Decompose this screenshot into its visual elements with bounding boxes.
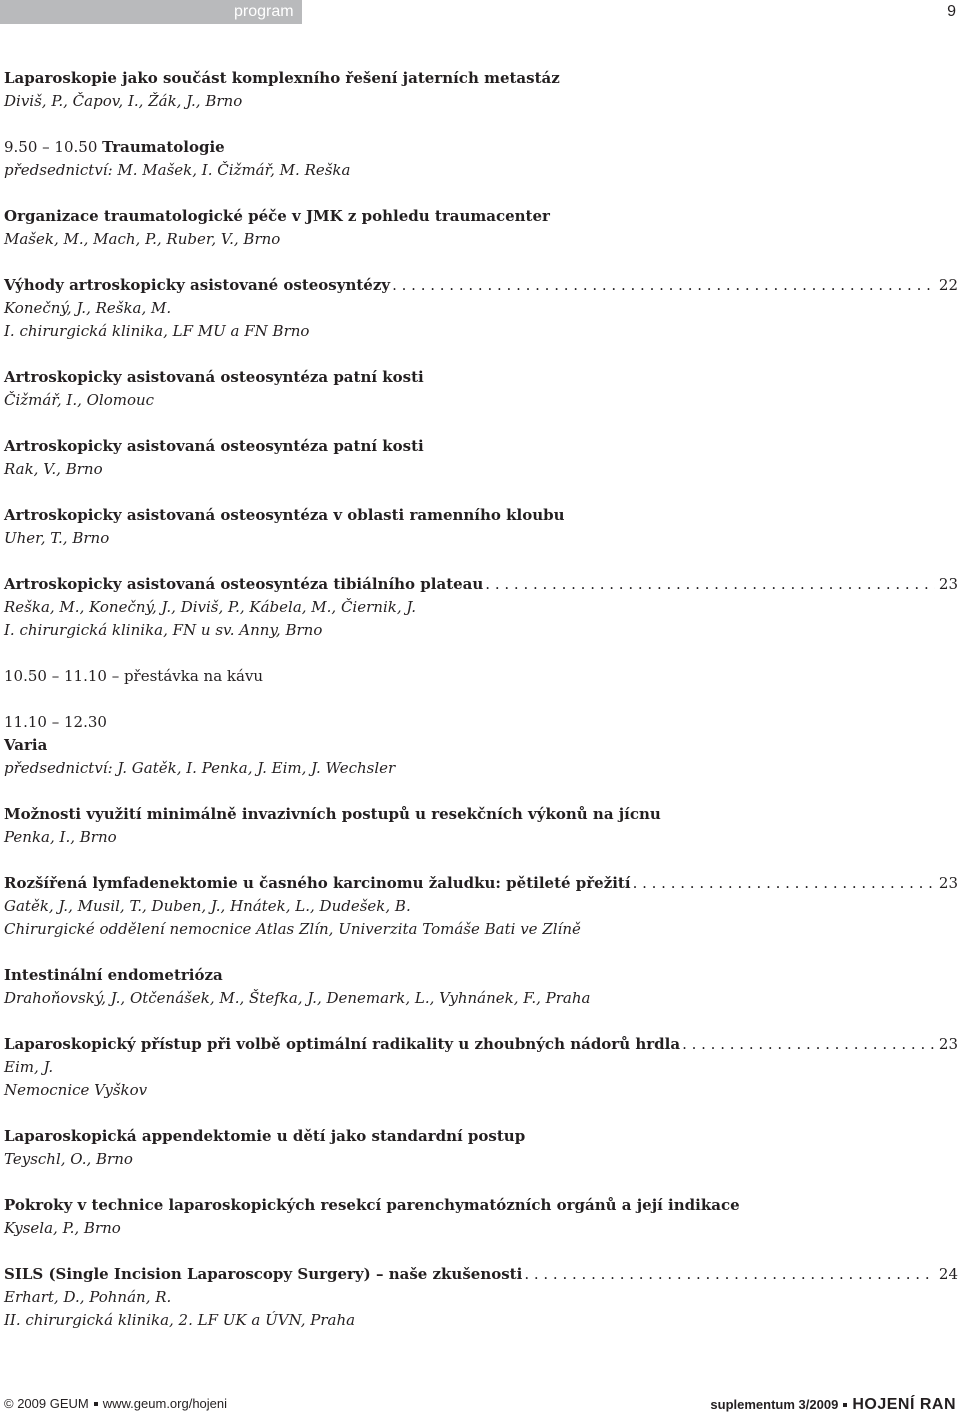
program-item <box>4 136 958 182</box>
author-line: Čižmář, I., Olomouc <box>4 391 155 409</box>
talk-title: Laparoskopie jako součást komplexního řešení jaterních metastáz <box>4 69 560 87</box>
author-line: I. chirurgická klinika, LF MU a FN Brno <box>4 322 310 340</box>
talk-title: Možnosti využití minimálně invazivních postupů u resekčních výkonů na jícnu <box>4 805 661 823</box>
talk-title: Artroskopicky asistovaná osteosyntéza tibiálního plateau <box>4 575 484 593</box>
page-reference: 23 <box>938 1035 958 1053</box>
author-line: Mašek, M., Mach, P., Ruber, V., Brno <box>4 230 281 248</box>
author-line: Penka, I., Brno <box>4 828 117 846</box>
author-line: předsednictví: J. Gatěk, I. Penka, J. Eim, J. Wechsler <box>4 759 396 777</box>
page-reference: 24 <box>938 1265 958 1283</box>
spacer <box>4 343 958 366</box>
spacer <box>4 941 958 964</box>
spacer <box>4 688 958 711</box>
author-line: Reška, M., Konečný, J., Diviš, P., Kábela, M., Čiernik, J. <box>4 598 416 616</box>
talk-title-row <box>4 274 958 297</box>
session-time: 11.10 – 12.30 <box>4 713 107 731</box>
program-list <box>4 67 958 1332</box>
page-footer <box>0 1396 960 1416</box>
page-reference: 22 <box>938 276 958 294</box>
page-reference: 23 <box>938 575 958 593</box>
dot-leader <box>633 872 935 895</box>
program-item <box>4 274 958 343</box>
spacer <box>4 1240 958 1263</box>
author-line: Gatěk, J., Musil, T., Duben, J., Hnátek, L., Dudešek, B. <box>4 897 411 915</box>
program-item <box>4 67 958 113</box>
square-bullet-icon <box>94 1402 98 1406</box>
spacer <box>4 481 958 504</box>
author-line: Nemocnice Vyškov <box>4 1081 148 1099</box>
footer-publisher <box>4 1396 227 1411</box>
page-header <box>0 0 960 26</box>
program-item <box>4 366 958 412</box>
author-line: Teyschl, O., Brno <box>4 1150 133 1168</box>
supplement-label: suplementum 3/2009 <box>710 1397 839 1412</box>
talk-title: Intestinální endometrióza <box>4 966 223 984</box>
session-heading <box>4 136 958 159</box>
author-line: I. chirurgická klinika, FN u sv. Anny, Brno <box>4 621 323 639</box>
author-line: Eim, J. <box>4 1058 54 1076</box>
program-item <box>4 573 958 642</box>
author-line: Erhart, D., Pohnán, R. <box>4 1288 172 1306</box>
talk-title-row <box>4 1033 958 1056</box>
program-item <box>4 872 958 941</box>
spacer <box>4 780 958 803</box>
program-item <box>4 205 958 251</box>
program-item <box>4 1263 958 1332</box>
author-line: Kysela, P., Brno <box>4 1219 121 1237</box>
talk-title: Laparoskopický přístup při volbě optimální radikality u zhoubných nádorů hrdla <box>4 1035 681 1053</box>
talk-title: Laparoskopická appendektomie u dětí jako standardní postup <box>4 1127 526 1145</box>
talk-title-row <box>4 872 958 895</box>
talk-title: Organizace traumatologické péče v JMK z pohledu traumacenter <box>4 207 550 225</box>
author-line: předsednictví: M. Mašek, I. Čižmář, M. Reška <box>4 161 351 179</box>
author-line: Diviš, P., Čapov, I., Žák, J., Brno <box>4 92 243 110</box>
talk-title: Artroskopicky asistovaná osteosyntéza patní kosti <box>4 437 424 455</box>
spacer <box>4 251 958 274</box>
program-item <box>4 1194 958 1240</box>
square-bullet-icon <box>843 1403 847 1407</box>
talk-title: Artroskopicky asistovaná osteosyntéza v oblasti ramenního kloubu <box>4 506 565 524</box>
program-item <box>4 711 958 780</box>
author-line: II. chirurgická klinika, 2. LF UK a ÚVN, Praha <box>4 1311 356 1329</box>
program-item <box>4 504 958 550</box>
spacer <box>4 849 958 872</box>
spacer <box>4 182 958 205</box>
talk-title: Rozšířená lymfadenektomie u časného karcinomu žaludku: pětileté přežití <box>4 874 631 892</box>
spacer <box>4 550 958 573</box>
journal-name: HOJENÍ RAN <box>852 1396 956 1413</box>
program-item <box>4 803 958 849</box>
author-line: Uher, T., Brno <box>4 529 110 547</box>
session-title: Varia <box>4 736 48 754</box>
page-reference: 23 <box>938 874 958 892</box>
author-line: Drahoňovský, J., Otčenášek, M., Štefka, J., Denemark, L., Vyhnánek, F., Praha <box>4 989 591 1007</box>
author-line: Chirurgické oddělení nemocnice Atlas Zlín, Univerzita Tomáše Bati ve Zlíně <box>4 920 581 938</box>
footer-journal <box>710 1396 956 1414</box>
program-item <box>4 665 958 688</box>
program-item <box>4 964 958 1010</box>
spacer <box>4 1171 958 1194</box>
page-number: 9 <box>947 3 956 20</box>
dot-leader <box>682 1033 935 1056</box>
spacer <box>4 642 958 665</box>
copyright-text: © 2009 GEUM <box>4 1396 89 1411</box>
spacer <box>4 412 958 435</box>
program-item <box>4 1125 958 1171</box>
section-label: program <box>234 3 294 20</box>
talk-title: Artroskopicky asistovaná osteosyntéza patní kosti <box>4 368 424 386</box>
dot-leader <box>524 1263 935 1286</box>
website-link[interactable]: www.geum.org/hojeni <box>102 1396 228 1411</box>
session-title: Traumatologie <box>102 138 225 156</box>
talk-title: SILS (Single Incision Laparoscopy Surgery) – naše zkušenosti <box>4 1265 523 1283</box>
author-line: Rak, V., Brno <box>4 460 103 478</box>
break-line: 10.50 – 11.10 – přestávka na kávu <box>4 667 264 685</box>
dot-leader <box>485 573 935 596</box>
spacer <box>4 113 958 136</box>
session-time: 9.50 – 10.50 <box>4 138 98 156</box>
spacer <box>4 1010 958 1033</box>
program-item <box>4 435 958 481</box>
author-line: Konečný, J., Reška, M. <box>4 299 172 317</box>
spacer <box>4 1102 958 1125</box>
dot-leader <box>392 274 935 297</box>
talk-title: Pokroky v technice laparoskopických resekcí parenchymatózních orgánů a její indikace <box>4 1196 740 1214</box>
program-item <box>4 1033 958 1102</box>
section-tab <box>0 0 302 24</box>
talk-title-row <box>4 1263 958 1286</box>
talk-title: Výhody artroskopicky asistované osteosyntézy <box>4 276 391 294</box>
talk-title-row <box>4 573 958 596</box>
